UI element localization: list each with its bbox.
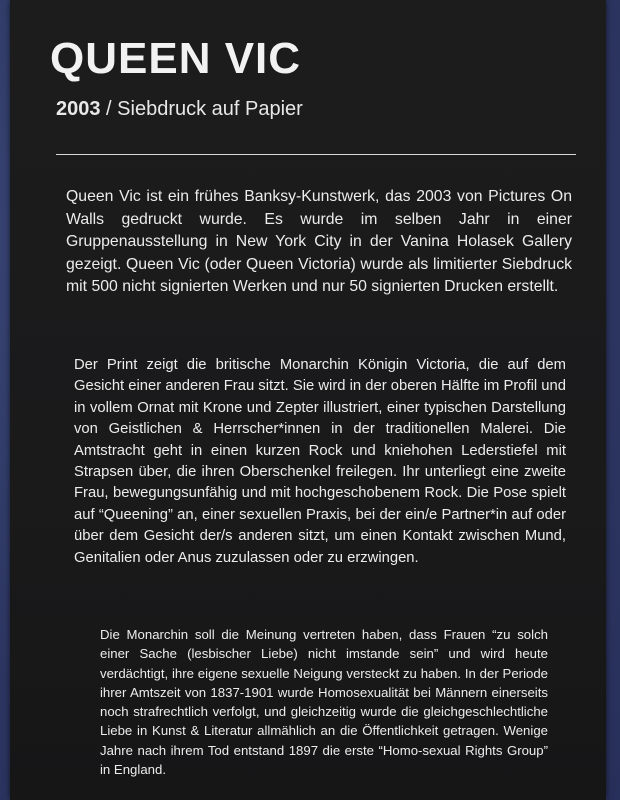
description-paragraph-2: Der Print zeigt die britische Monarchin Königin Victoria, die auf dem Gesicht einer anderen Frau sitzt. Sie wird in der oberen Hälfte im Profil und in vollem Ornat mit Krone und Zepter illustriert, einer typischen Darstellung von Geistlichen & Herrscher*innen in der traditionellen Malerei. Die Amtstracht geht in einen kurzen Rock und kniehohen Lederstiefel mit Strapsen über, die ihren Oberschenkel freilegen. Ihr unterliegt eine zweite Frau, bewegungsunfähig und mit hochgeschobenem Rock. Die Pose spielt auf “Queening” an, einer sexuellen Praxis, bei der ein/e Partner*in auf oder über dem Gesicht der/s anderen sitzt, um einen Kontakt zwischen Mund, Genitalien oder Anus zuzulassen oder zu erzwingen. (74, 357, 566, 566)
artwork-subtitle (56, 98, 303, 121)
museum-placard (10, 0, 606, 800)
description-paragraph-1: Queen Vic ist ein frühes Banksy-Kunstwerk, das 2003 von Pictures On Walls gedruckt wurde. Es wurde im selben Jahr in einer Gruppenausstellung in New York City in der Vanina Holasek Gallery gezeigt. Queen Vic (oder Queen Victoria) wurde als limitierter Siebdruck mit 500 nicht signierten Werken und nur 50 signierten Drucken erstellt. (66, 188, 572, 296)
description-paragraph-3: Die Monarchin soll die Meinung vertreten haben, dass Frauen “zu solch einer Sache (lesbischer Liebe) nicht imstande sein” und wird heute verdächtigt, ihre eigene sexuelle Neigung versteckt zu haben. In der Periode ihrer Amtszeit von 1837-1901 wurde Homosexualität bei Männern einerseits noch strafrechtlich verfolgt, und gleichzeitig wurde die gleichgeschlechtliche Liebe in Kunst & Literatur allmählich an die Öffentlichkeit getragen. Wenige Jahre nach ihrem Tod entstand 1897 die erste “Homo-sexual Rights Group” in England. (100, 627, 548, 778)
artwork-medium: / Siebdruck auf Papier (100, 98, 303, 120)
artwork-title: QUEEN VIC (50, 34, 302, 83)
artwork-year: 2003 (56, 98, 101, 120)
divider-line (56, 154, 576, 155)
